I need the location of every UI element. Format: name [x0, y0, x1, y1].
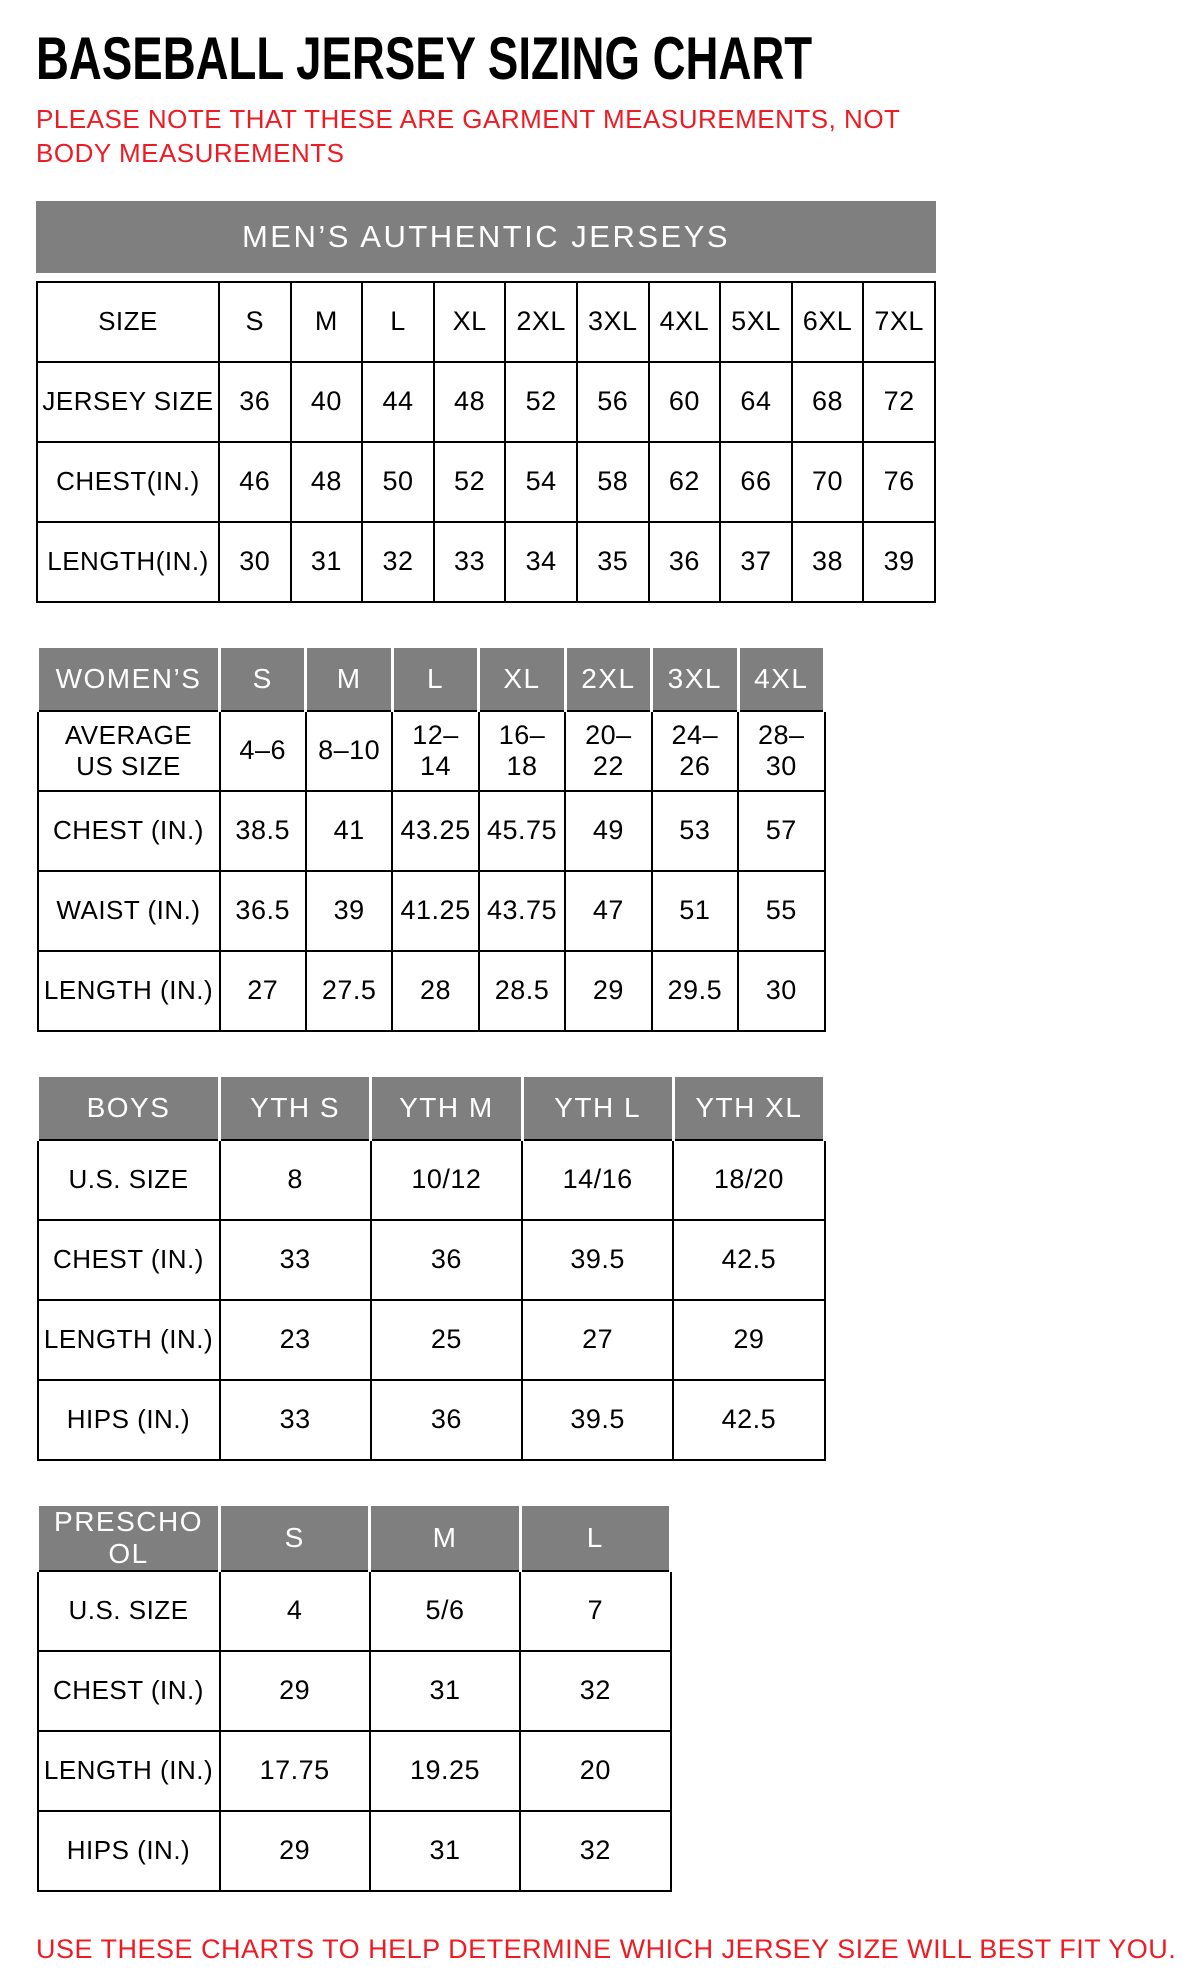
row-label-cell: SIZE	[37, 282, 219, 362]
value-cell: L	[362, 282, 434, 362]
value-cell: XL	[434, 282, 506, 362]
value-cell: 39.5	[522, 1220, 673, 1300]
value-cell: 70	[792, 442, 864, 522]
value-cell: 16–18	[479, 711, 565, 791]
size-header-cell: XL	[479, 646, 565, 711]
value-cell: 51	[652, 871, 738, 951]
table-title-cell: BOYS	[38, 1075, 220, 1140]
value-cell: 29	[220, 1651, 370, 1731]
size-header-cell: M	[306, 646, 392, 711]
value-cell: 36	[649, 522, 721, 602]
value-cell: 39	[306, 871, 392, 951]
value-cell: 10/12	[371, 1140, 522, 1220]
table-row	[38, 871, 825, 951]
value-cell: 32	[362, 522, 434, 602]
value-cell: 29	[220, 1811, 370, 1891]
value-cell: 44	[362, 362, 434, 442]
boys-size-table	[36, 1074, 826, 1461]
value-cell: 3XL	[577, 282, 649, 362]
value-cell: 66	[720, 442, 792, 522]
value-cell: 20	[520, 1731, 670, 1811]
value-cell: 35	[577, 522, 649, 602]
value-cell: 14/16	[522, 1140, 673, 1220]
row-label-cell: AVERAGE US SIZE	[38, 711, 220, 791]
value-cell: 28–30	[738, 711, 824, 791]
table-row	[37, 362, 935, 442]
value-cell: 72	[863, 362, 935, 442]
value-cell: 41	[306, 791, 392, 871]
value-cell: 8	[220, 1140, 371, 1220]
preschool-size-table	[36, 1503, 672, 1892]
table-row	[38, 1811, 671, 1891]
table-row	[38, 1571, 671, 1651]
value-cell: 33	[434, 522, 506, 602]
value-cell: 27	[220, 951, 306, 1031]
value-cell: 43.75	[479, 871, 565, 951]
value-cell: 42.5	[673, 1220, 824, 1300]
value-cell: 46	[219, 442, 291, 522]
value-cell: 36	[219, 362, 291, 442]
row-label-cell: U.S. SIZE	[38, 1571, 220, 1651]
table-row	[38, 1140, 825, 1220]
value-cell: 8–10	[306, 711, 392, 791]
value-cell: 39	[863, 522, 935, 602]
table-row	[38, 1651, 671, 1731]
row-label-cell: LENGTH (IN.)	[38, 1731, 220, 1811]
value-cell: 31	[291, 522, 363, 602]
value-cell: 36	[371, 1220, 522, 1300]
value-cell: 27.5	[306, 951, 392, 1031]
table-title-cell: PRESCHOOL	[38, 1504, 220, 1571]
value-cell: 2XL	[505, 282, 577, 362]
table-row	[37, 522, 935, 602]
value-cell: 32	[520, 1651, 670, 1731]
row-label-cell: LENGTH (IN.)	[38, 951, 220, 1031]
value-cell: 29	[673, 1300, 824, 1380]
value-cell: 5/6	[370, 1571, 520, 1651]
value-cell: 64	[720, 362, 792, 442]
value-cell: 30	[219, 522, 291, 602]
size-header-cell: YTH S	[220, 1075, 371, 1140]
value-cell: 38.5	[220, 791, 306, 871]
row-label-cell: LENGTH(IN.)	[37, 522, 219, 602]
value-cell: 48	[434, 362, 506, 442]
value-cell: 5XL	[720, 282, 792, 362]
value-cell: 68	[792, 362, 864, 442]
row-label-cell: LENGTH (IN.)	[38, 1300, 220, 1380]
value-cell: 4XL	[649, 282, 721, 362]
table-row	[38, 1300, 825, 1380]
value-cell: 42.5	[673, 1380, 824, 1460]
value-cell: 4	[220, 1571, 370, 1651]
value-cell: 36	[371, 1380, 522, 1460]
value-cell: 47	[565, 871, 651, 951]
value-cell: 24–26	[652, 711, 738, 791]
row-label-cell: CHEST(IN.)	[37, 442, 219, 522]
row-label-cell: WAIST (IN.)	[38, 871, 220, 951]
value-cell: 4–6	[220, 711, 306, 791]
value-cell: 12–14	[392, 711, 478, 791]
value-cell: 43.25	[392, 791, 478, 871]
value-cell: 29	[565, 951, 651, 1031]
value-cell: 52	[505, 362, 577, 442]
size-header-cell: S	[220, 1504, 370, 1571]
value-cell: 52	[434, 442, 506, 522]
value-cell: 6XL	[792, 282, 864, 362]
size-header-cell: YTH XL	[673, 1075, 824, 1140]
size-header-cell: 4XL	[738, 646, 824, 711]
value-cell: 30	[738, 951, 824, 1031]
value-cell: 37	[720, 522, 792, 602]
footer-note: USE THESE CHARTS TO HELP DETERMINE WHICH JERSEY SIZE WILL BEST FIT YOU.	[36, 1933, 1177, 1964]
value-cell: 28.5	[479, 951, 565, 1031]
value-cell: 58	[577, 442, 649, 522]
value-cell: 27	[522, 1300, 673, 1380]
size-header-cell: L	[520, 1504, 670, 1571]
table-row	[38, 1220, 825, 1300]
row-label-cell: CHEST (IN.)	[38, 1220, 220, 1300]
size-header-cell: S	[220, 646, 306, 711]
mens-size-table	[36, 281, 936, 603]
value-cell: 60	[649, 362, 721, 442]
table-row	[38, 711, 825, 791]
value-cell: 23	[220, 1300, 371, 1380]
table-row	[37, 282, 935, 362]
value-cell: 55	[738, 871, 824, 951]
size-header-cell: L	[392, 646, 478, 711]
value-cell: 33	[220, 1380, 371, 1460]
table-row	[38, 1380, 825, 1460]
row-label-cell: JERSEY SIZE	[37, 362, 219, 442]
value-cell: 40	[291, 362, 363, 442]
value-cell: 76	[863, 442, 935, 522]
value-cell: 36.5	[220, 871, 306, 951]
size-header-cell: 2XL	[565, 646, 651, 711]
value-cell: 7XL	[863, 282, 935, 362]
value-cell: 48	[291, 442, 363, 522]
table-row	[38, 1731, 671, 1811]
table-row	[38, 951, 825, 1031]
garment-measurements-note: PLEASE NOTE THAT THESE ARE GARMENT MEASUREMENTS, NOT BODY MEASUREMENTS	[36, 104, 900, 168]
value-cell: 41.25	[392, 871, 478, 951]
page-title: BASEBALL JERSEY SIZING CHART	[36, 25, 813, 92]
size-header-cell: YTH L	[522, 1075, 673, 1140]
table-row	[38, 791, 825, 871]
value-cell: 17.75	[220, 1731, 370, 1811]
value-cell: 31	[370, 1811, 520, 1891]
value-cell: 18/20	[673, 1140, 824, 1220]
value-cell: 50	[362, 442, 434, 522]
value-cell: 38	[792, 522, 864, 602]
womens-size-table	[36, 645, 826, 1032]
value-cell: 31	[370, 1651, 520, 1731]
value-cell: 19.25	[370, 1731, 520, 1811]
value-cell: 7	[520, 1571, 670, 1651]
size-header-row	[38, 646, 825, 711]
value-cell: 57	[738, 791, 824, 871]
value-cell: S	[219, 282, 291, 362]
table-row	[37, 442, 935, 522]
value-cell: 53	[652, 791, 738, 871]
row-label-cell: U.S. SIZE	[38, 1140, 220, 1220]
value-cell: 28	[392, 951, 478, 1031]
size-header-cell: YTH M	[371, 1075, 522, 1140]
row-label-cell: CHEST (IN.)	[38, 791, 220, 871]
value-cell: 34	[505, 522, 577, 602]
value-cell: 45.75	[479, 791, 565, 871]
value-cell: 33	[220, 1220, 371, 1300]
size-header-row	[38, 1075, 825, 1140]
row-label-cell: HIPS (IN.)	[38, 1811, 220, 1891]
value-cell: 49	[565, 791, 651, 871]
value-cell: 29.5	[652, 951, 738, 1031]
value-cell: 39.5	[522, 1380, 673, 1460]
value-cell: 20–22	[565, 711, 651, 791]
value-cell: 56	[577, 362, 649, 442]
size-header-row	[38, 1504, 671, 1571]
row-label-cell: HIPS (IN.)	[38, 1380, 220, 1460]
row-label-cell: CHEST (IN.)	[38, 1651, 220, 1731]
value-cell: 62	[649, 442, 721, 522]
size-header-cell: M	[370, 1504, 520, 1571]
value-cell: 25	[371, 1300, 522, 1380]
mens-table-banner: MEN’S AUTHENTIC JERSEYS	[36, 201, 936, 273]
value-cell: M	[291, 282, 363, 362]
table-title-cell: WOMEN’S	[38, 646, 220, 711]
size-header-cell: 3XL	[652, 646, 738, 711]
value-cell: 54	[505, 442, 577, 522]
value-cell: 32	[520, 1811, 670, 1891]
